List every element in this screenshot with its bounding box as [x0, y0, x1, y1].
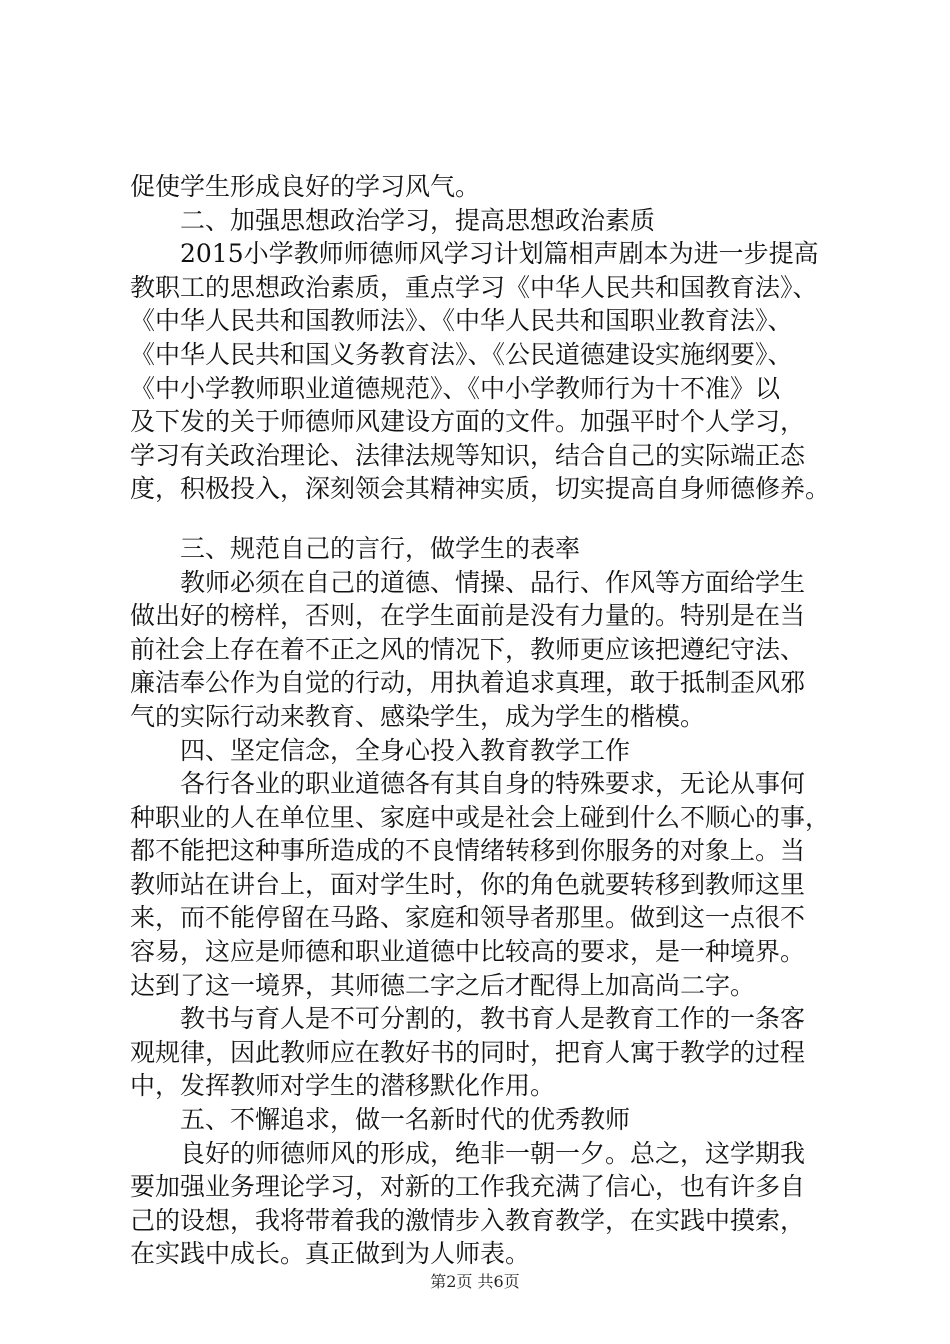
text-line: 教师站在讲台上，面对学生时，你的角色就要转移到教师这里	[130, 869, 806, 899]
text-line: 《中华人民共和国教师法》、《中华人民共和国职业教育法》、	[130, 306, 793, 336]
text-line: 廉洁奉公作为自觉的行动，用执着追求真理，敢于抵制歪风邪	[130, 668, 806, 698]
section-heading: 三、规范自己的言行，做学生的表率	[130, 533, 581, 563]
paragraph-gap	[130, 506, 830, 532]
text-line: 促使学生形成良好的学习风气。	[130, 172, 481, 201]
text-line: 来，而不能停留在马路、家庭和领导者那里。做到这一点很不	[130, 903, 806, 933]
text-line: 《中华人民共和国义务教育法》、《公民道德建设实施纲要》、	[130, 339, 793, 369]
text-line: 在实践中成长。真正做到为人师表。	[130, 1239, 531, 1269]
text-line: 度，积极投入，深刻领会其精神实质，切实提高自身师德修养。	[130, 474, 831, 504]
section-heading: 四、坚定信念，全身心投入教育教学工作	[130, 735, 631, 765]
text-line: 容易，这应是师德和职业道德中比较高的要求，是一种境界。	[130, 937, 806, 967]
text-line: 都不能把这种事所造成的不良情绪转移到你服务的对象上。当	[130, 836, 806, 866]
text-line: 良好的师德师风的形成，绝非一朝一夕。总之，这学期我	[130, 1138, 806, 1168]
text-line: 达到了这一境界，其师德二字之后才配得上加高尚二字。	[130, 970, 756, 1000]
document-body	[130, 170, 830, 1271]
text-line: 教师必须在自己的道德、情操、品行、作风等方面给学生	[130, 567, 806, 597]
page-number-footer: 第2页 共6页	[430, 1272, 520, 1291]
text-line: 《中小学教师职业道德规范》、《中小学教师行为十不准》以	[130, 373, 781, 403]
text-line: 观规律，因此教师应在教好书的同时，把育人寓于教学的过程	[130, 1037, 806, 1067]
text-line: 种职业的人在单位里、家庭中或是社会上碰到什么不顺心的事，	[130, 802, 831, 832]
text-line: 学习有关政治理论、法律法规等知识，结合自己的实际端正态	[130, 440, 806, 470]
text-line: 各行各业的职业道德各有其自身的特殊要求，无论从事何	[130, 769, 806, 799]
text-line: 教书与育人是不可分割的，教书育人是教育工作的一条客	[130, 1004, 806, 1034]
text-line: 要加强业务理论学习，对新的工作我充满了信心，也有许多自	[130, 1172, 806, 1202]
text-line: 前社会上存在着不正之风的情况下，教师更应该把遵纪守法、	[130, 634, 806, 664]
section-heading: 二、加强思想政治学习，提高思想政治素质	[130, 205, 656, 235]
text-line: 2015小学教师师德师风学习计划篇相声剧本为进一步提高	[130, 239, 819, 269]
section-heading: 五、不懈追求，做一名新时代的优秀教师	[130, 1105, 631, 1135]
text-line: 气的实际行动来教育、感染学生，成为学生的楷模。	[130, 701, 706, 731]
text-line: 及下发的关于师德师风建设方面的文件。加强平时个人学习，	[130, 407, 806, 437]
text-line: 教职工的思想政治素质，重点学习《中华人民共和国教育法》、	[130, 272, 818, 302]
text-line: 己的设想，我将带着我的激情步入教育教学，在实践中摸索，	[130, 1205, 806, 1235]
text-line: 中，发挥教师对学生的潜移默化作用。	[130, 1071, 556, 1101]
text-line: 做出好的榜样，否则，在学生面前是没有力量的。特别是在当	[130, 601, 806, 631]
